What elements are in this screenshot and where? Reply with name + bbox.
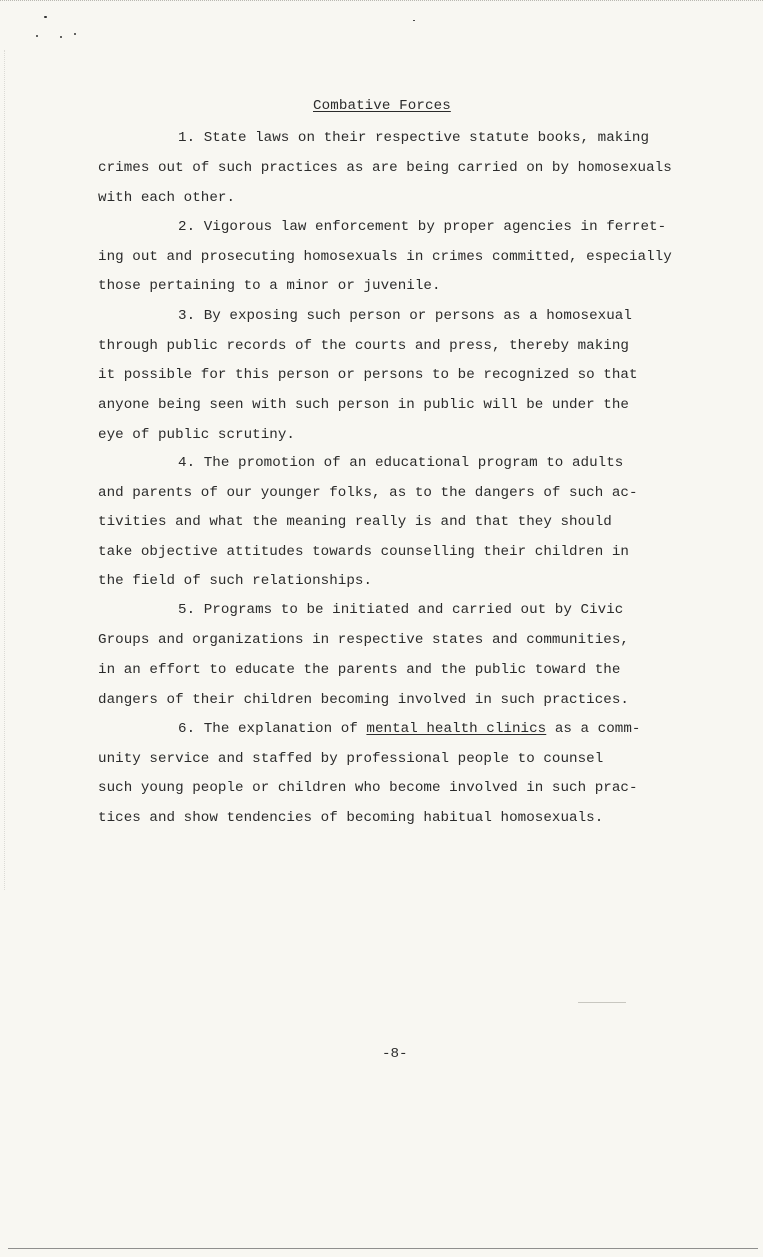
page-bottom-rule <box>8 1248 758 1249</box>
text-line: with each other. <box>98 190 236 206</box>
text-line: anyone being seen with such person in public will be under the <box>98 397 629 413</box>
scan-speck <box>74 33 76 35</box>
text-line: through public records of the courts and press, thereby making <box>98 338 629 354</box>
text-line <box>178 720 640 738</box>
scan-speck <box>44 16 47 18</box>
text-line: tivities and what the meaning really is and that they should <box>98 514 612 530</box>
scan-speck <box>36 35 38 37</box>
text-line: eye of public scrutiny. <box>98 427 295 443</box>
text-line: ing out and prosecuting homosexuals in crimes committed, especially <box>98 249 672 265</box>
page-top-edge <box>0 0 763 1</box>
text-segment: as a comm- <box>546 721 641 737</box>
text-segment: 6. The explanation of <box>178 721 367 737</box>
text-line: such young people or children who become involved in such prac- <box>98 780 638 796</box>
text-line: the field of such relationships. <box>98 573 373 589</box>
text-line: dangers of their children becoming involved in such practices. <box>98 692 629 708</box>
text-line: 5. Programs to be initiated and carried out by Civic <box>178 602 624 618</box>
text-line: it possible for this person or persons to be recognized so that <box>98 367 638 383</box>
text-line: 2. Vigorous law enforcement by proper agencies in ferret- <box>178 219 667 235</box>
text-line: tices and show tendencies of becoming habitual homosexuals. <box>98 810 604 826</box>
underlined-phrase: mental health clinics <box>366 721 547 737</box>
scan-speck <box>60 36 62 38</box>
text-line: 1. State laws on their respective statute books, making <box>178 130 650 146</box>
text-line: and parents of our younger folks, as to the dangers of such ac- <box>98 485 638 501</box>
page-number: -8- <box>382 1046 408 1062</box>
text-line: 4. The promotion of an educational program to adults <box>178 455 624 471</box>
text-line: crimes out of such practices as are being carried on by homosexuals <box>98 160 672 176</box>
text-line: take objective attitudes towards counselling their children in <box>98 544 629 560</box>
text-line: those pertaining to a minor or juvenile. <box>98 278 441 294</box>
document-title: Combative Forces <box>313 98 451 114</box>
page-left-edge <box>4 50 5 890</box>
scan-speck <box>413 20 415 21</box>
scan-mark <box>578 1002 626 1003</box>
text-line: in an effort to educate the parents and the public toward the <box>98 662 621 678</box>
text-line: 3. By exposing such person or persons as a homosexual <box>178 308 632 324</box>
text-line: Groups and organizations in respective states and communities, <box>98 632 629 648</box>
text-line: unity service and staffed by professional people to counsel <box>98 751 604 767</box>
